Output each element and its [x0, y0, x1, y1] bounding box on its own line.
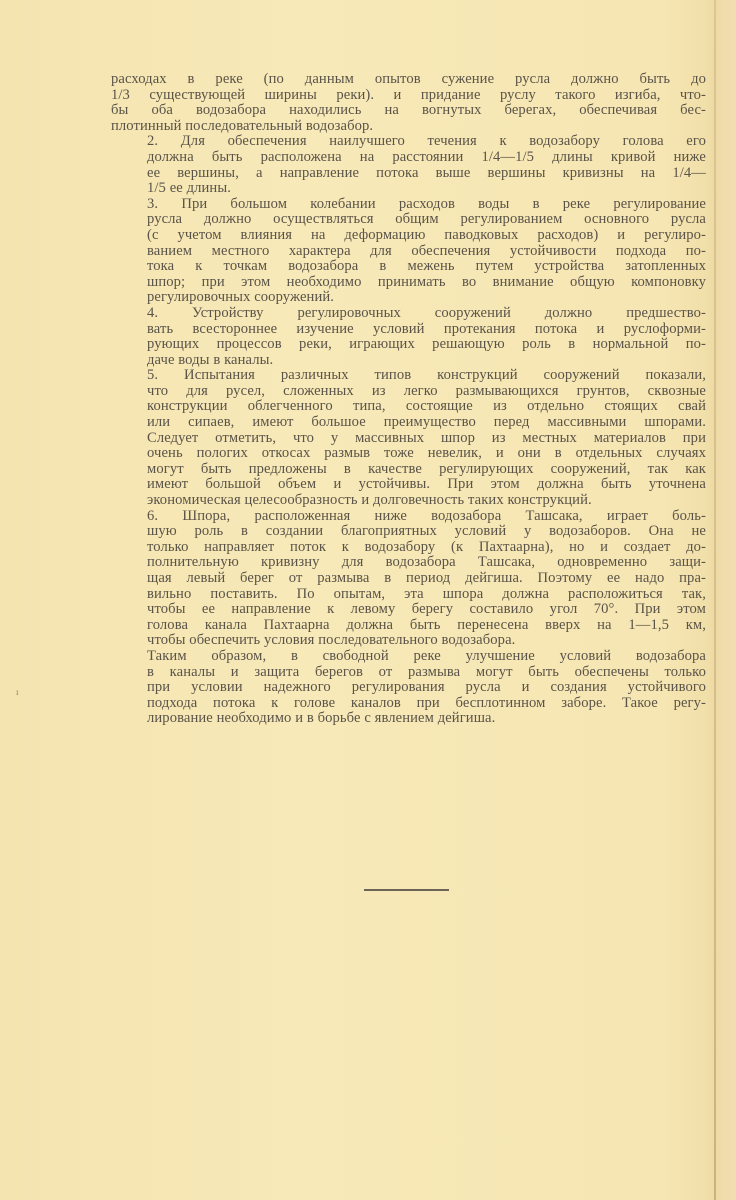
text-line: лирование необходимо и в борьбе с явлением дейгиша.: [147, 710, 496, 727]
text-line: 6. Шпора, расположенная ниже водозабора Ташсака, играет боль-: [147, 507, 706, 524]
text-line: бы оба водозабора находились на вогнутых берегах, обеспечивая бес-: [111, 102, 706, 119]
text-line: регулировочных сооружений.: [147, 289, 335, 306]
paragraph-continuation: [111, 72, 706, 134]
text-line: шпор; при этом необходимо принимать во внимание общую компоновку: [147, 273, 706, 290]
text-line: имеют большой объем и устойчивы. При этом должна быть уточнена: [147, 476, 706, 493]
text-line: полнительную кривизну для водозабора Ташсака, одновременно защи-: [147, 554, 706, 571]
text-line: 5. Испытания различных типов конструкций сооружений показали,: [147, 367, 706, 384]
text-line: даче воды в каналы.: [147, 351, 274, 368]
text-line: 3. При большом колебании расходов воды в реке регулирование: [147, 195, 706, 212]
text-line: 1/3 существующей ширины реки). и придание руслу такого изгиба, что-: [111, 86, 706, 103]
text-line: 2. Для обеспечения наилучшего течения к водозабору голова его: [147, 133, 706, 150]
text-line: Таким образом, в свободной реке улучшение условий водозабора: [147, 647, 706, 664]
text-line: могут быть предложены в качестве регулирующих сооружений, так как: [147, 460, 706, 477]
text-line: (с учетом влияния на деформацию паводковых расходов) и регулиро-: [147, 226, 706, 243]
text-line: 1/5 ее длины.: [147, 180, 231, 197]
text-line: Следует отметить, что у массивных шпор из местных материалов при: [147, 429, 706, 446]
paragraph-conclusion: [111, 649, 706, 727]
text-line: в каналы и защита берегов от размыва могут быть обеспечены только: [147, 663, 706, 680]
text-line: экономическая целесообразность и долговечность таких конструкций.: [147, 492, 592, 509]
text-line: 4. Устройству регулировочных сооружений должно предшество-: [147, 304, 706, 321]
text-line: плотинный последовательный водозабор.: [111, 117, 374, 134]
text-line: конструкции облегченного типа, состоящие из отдельно стоящих свай: [147, 398, 706, 415]
margin-mark: ı: [16, 687, 19, 697]
text-line: шую роль в создании благоприятных условий у водозаборов. Она не: [147, 523, 706, 540]
text-line: очень пологих откосах размыв тоже невелик, и они в отдельных случаях: [147, 445, 706, 462]
section-end-rule: [364, 889, 449, 891]
text-line: только направляет поток к водозабору (к Пахтаарна), но и создает до-: [147, 538, 706, 555]
paragraph-item-3: [111, 197, 706, 306]
text-line: вать всестороннее изучение условий протекания потока и руслоформи-: [147, 320, 706, 337]
text-line: при условии надежного регулирования русла и создания устойчивого: [147, 679, 706, 696]
page-edge-shadow: [714, 0, 716, 1200]
text-line: русла должно осуществляться общим регулированием основного русла: [147, 211, 706, 228]
text-line: чтобы ее направление к левому берегу составило угол 70°. При этом: [147, 601, 706, 618]
text-line: подхода потока к голове каналов при бесплотинном заборе. Такое регу-: [147, 694, 706, 711]
text-line: голова канала Пахтаарна должна быть перенесена вверх на 1—1,5 км,: [147, 616, 706, 633]
text-line: должна быть расположена на расстоянии 1/4—1/5 длины кривой ниже: [147, 148, 706, 165]
paragraph-item-5: [111, 368, 706, 508]
text-line: ванием местного характера для обеспечения устойчивости подхода по-: [147, 242, 706, 259]
body-text: [111, 72, 706, 727]
paragraph-item-4: [111, 306, 706, 368]
text-line: щая левый берег от размыва в период дейгиша. Поэтому ее надо пра-: [147, 570, 706, 586]
paragraph-item-2: [111, 134, 706, 196]
text-line: ее вершины, а направление потока выше вершины кривизны на 1/4—: [147, 164, 706, 181]
text-line: расходах в реке (по данным опытов сужение русла должно быть до: [111, 71, 706, 87]
text-line: чтобы обеспечить условия последовательного водозабора.: [147, 632, 516, 649]
paragraph-item-6: [111, 509, 706, 649]
text-line: что для русел, сложенных из легко размывающихся грунтов, сквозные: [147, 382, 706, 399]
text-line: или сипаев, имеют большое преимущество перед массивными шпорами.: [147, 414, 706, 431]
text-line: вильно поставить. По опытам, эта шпора должна расположиться так,: [147, 585, 706, 602]
text-line: тока к точкам водозабора в межень путем устройства затопленных: [147, 258, 706, 275]
text-line: рующих процессов реки, играющих решающую роль в нормальной по-: [147, 336, 706, 353]
